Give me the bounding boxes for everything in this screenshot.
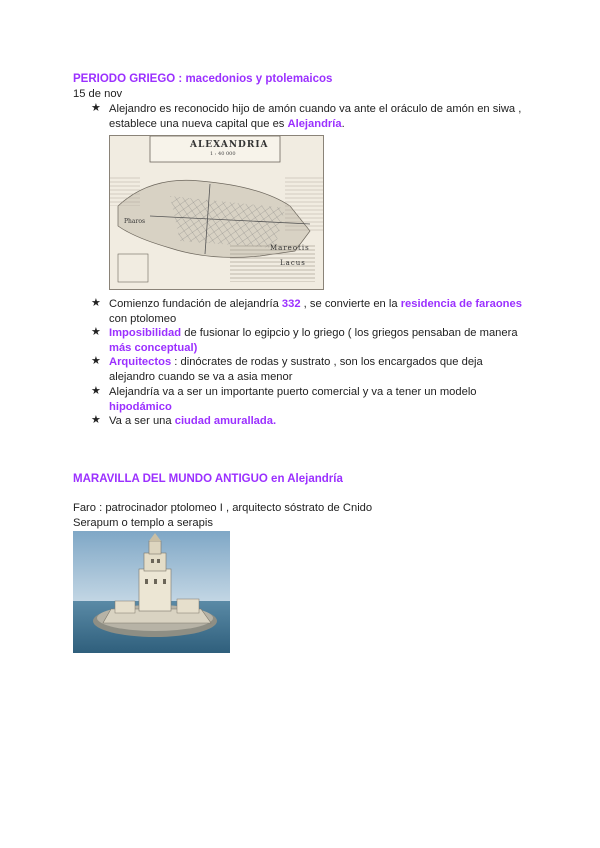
alexandria-map-image [109,135,324,290]
highlight-imposibilidad: Imposibilidad [109,327,182,339]
highlight-hipodamico: hipodámico [109,401,172,413]
highlight-residencia: residencia de faraones [400,298,522,310]
map-label-lacus: Lacus [280,259,306,267]
star-icon: ★ [91,355,101,367]
bullet-1-period: . [341,118,345,130]
bullet-2-text-mid: , se convierte en la [300,298,401,310]
bullet-1-line-2 [109,117,345,131]
bullet-2-text: Comienzo fundación de alejandría [109,298,282,310]
bullet-4-line-2: alejandro cuando se va a asia menor [109,371,293,383]
bullet-5-line-1: Alejandría va a ser un importante puerto comercial y va a tener un modelo [109,386,477,398]
bullet-4-line-1 [109,355,483,369]
bullet-1-line-1: Alejandro es reconocido hijo de amón cuando va ante el oráculo de amón en siwa , [109,103,522,115]
serapum-line: Serapum o templo a serapis [73,517,213,529]
faro-line: Faro : patrocinador ptolomeo I , arquitecto sóstrato de Cnido [73,502,373,514]
map-subtitle: 1 : 40 000 [210,151,236,157]
bullet-2-line-2: con ptolomeo [109,313,177,325]
bullet-1-text: establece una nueva capital que es [109,118,288,130]
bullet-3-text: de fusionar lo egipcio y lo griego ( los griegos pensaban de manera [181,327,518,339]
highlight-mas-conceptual: más conceptual [109,342,194,354]
star-icon: ★ [91,385,101,397]
star-icon: ★ [91,326,101,338]
bullet-3-line-1 [109,326,518,340]
highlight-332: 332 [281,298,301,310]
date-label: 15 de nov [73,88,123,100]
bullet-3-line-2 [109,341,197,355]
section-heading-wonder: MARAVILLA DEL MUNDO ANTIGUO en Alejandría [73,473,343,485]
section-heading-greek-period: PERIODO GRIEGO : macedonios y ptolemaicos [73,73,333,85]
map-title: ALEXANDRIA [190,140,269,150]
bullet-3-close: ) [193,342,198,354]
highlight-alejandria: Alejandría [287,118,342,130]
highlight-arquitectos: Arquitectos [109,356,172,368]
bullet-6-line-1 [109,414,276,428]
highlight-ciudad-amurallada: ciudad amurallada. [174,415,277,427]
star-icon: ★ [91,414,101,426]
lighthouse-photo [73,531,230,653]
bullet-4-text: : dinócrates de rodas y sustrato , son los encargados que deja [171,356,483,368]
map-label-pharos: Pharos [124,218,146,225]
map-label-mareotis: Mareotis [270,244,310,252]
star-icon: ★ [91,297,101,309]
star-icon: ★ [91,102,101,114]
bullet-2-line-1 [109,297,522,311]
bullet-6-text: Va a ser una [109,415,175,427]
